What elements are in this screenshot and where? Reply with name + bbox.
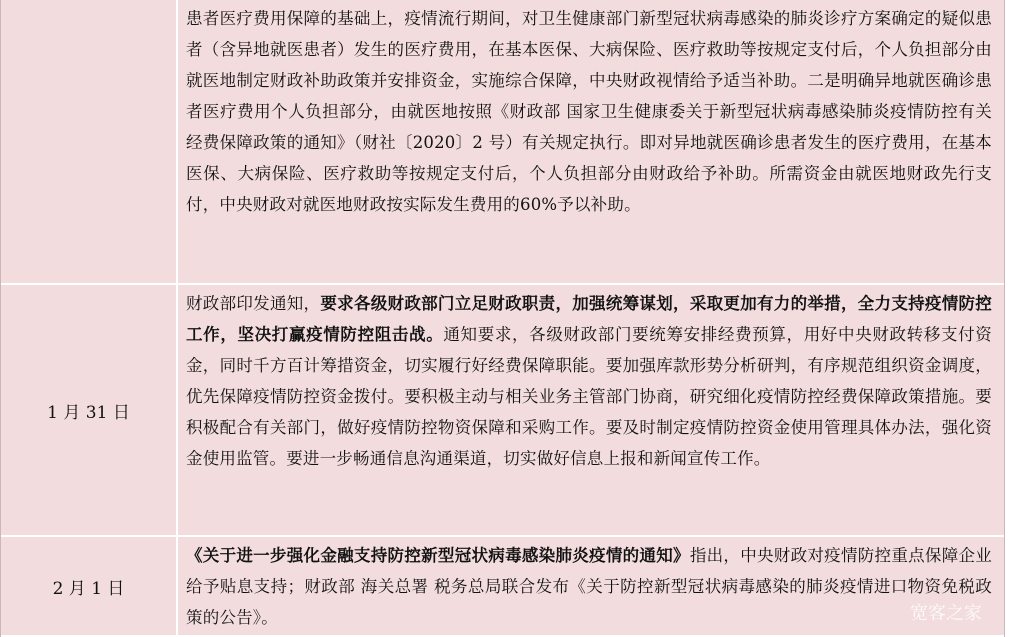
content-cell bbox=[178, 285, 1004, 535]
watermark-text: 宽客之家 bbox=[910, 599, 982, 625]
date-cell: 2 月 1 日 bbox=[1, 537, 178, 635]
content-text-emphasis: 要求各级财政部门立足财政职责，加强统筹谋划，采取更加有力的举措，全力支持疫情防控工作，坚决打赢疫情防控阻击战。 bbox=[186, 294, 992, 344]
date-cell bbox=[1, 0, 178, 283]
content-cell bbox=[178, 537, 1004, 635]
table-row bbox=[1, 537, 1004, 637]
date-cell: 1 月 31 日 bbox=[1, 285, 178, 535]
content-cell bbox=[178, 0, 1004, 283]
content-text-body: 通知要求，各级财政部门要统筹安排经费预算，用好中央财政转移支付资金，同时千方百计筹措资金，切实履行好经费保障职能。要加强库款形势分析研判，有序规范组织资金调度，优先保障疫情防控资金拨付。要积极主动与相关业务主管部门协商，研究细化疫情防控经费保障政策措施。要积极配合有关部门，做好疫情防控物资保障和采购工作。要及时制定疫情防控资金使用管理具体办法，强化资金使用监管。要进一步畅通信息沟通渠道，切实做好信息上报和新闻宣传工作。 bbox=[186, 325, 992, 468]
content-text: 患者医疗费用保障的基础上，疫情流行期间，对卫生健康部门新型冠状病毒感染的肺炎诊疗方案确定的疑似患者（含异地就医患者）发生的医疗费用，在基本医保、大病保险、医疗救助等按规定支付后，个人负担部分由就医地制定财政补助政策并安排资金，实施综合保障，中央财政视情给予适当补助。二是明确异地就医确诊患者医疗费用个人负担部分，由就医地按照《财政部 国家卫生健康委关于新型冠状病毒感染肺炎疫情防控有关经费保障政策的通知》（财社〔2020〕2 号）有关规定执行。即对异地就医确诊患者发生的医疗费用，在基本医保、大病保险、医疗救助等按规定支付后，个人负担部分由财政给予补助。所需资金由就医地财政先行支付，中央财政对就医地财政按实际发生费用的60%予以补助。 bbox=[186, 9, 992, 214]
table-row bbox=[1, 0, 1004, 285]
content-text-emphasis: 《关于进一步强化金融支持防控新型冠状病毒感染肺炎疫情的通知》 bbox=[186, 546, 690, 565]
content-text-body: 指出，中央财政对疫情防控重点保障企业给予贴息支持；财政部 海关总署 税务总局联合发布《关于防控新型冠状病毒感染的肺炎疫情进口物资免税政策的公告》。 bbox=[186, 546, 992, 627]
table-row bbox=[1, 285, 1004, 537]
content-text-lead: 财政部印发通知， bbox=[186, 294, 320, 313]
